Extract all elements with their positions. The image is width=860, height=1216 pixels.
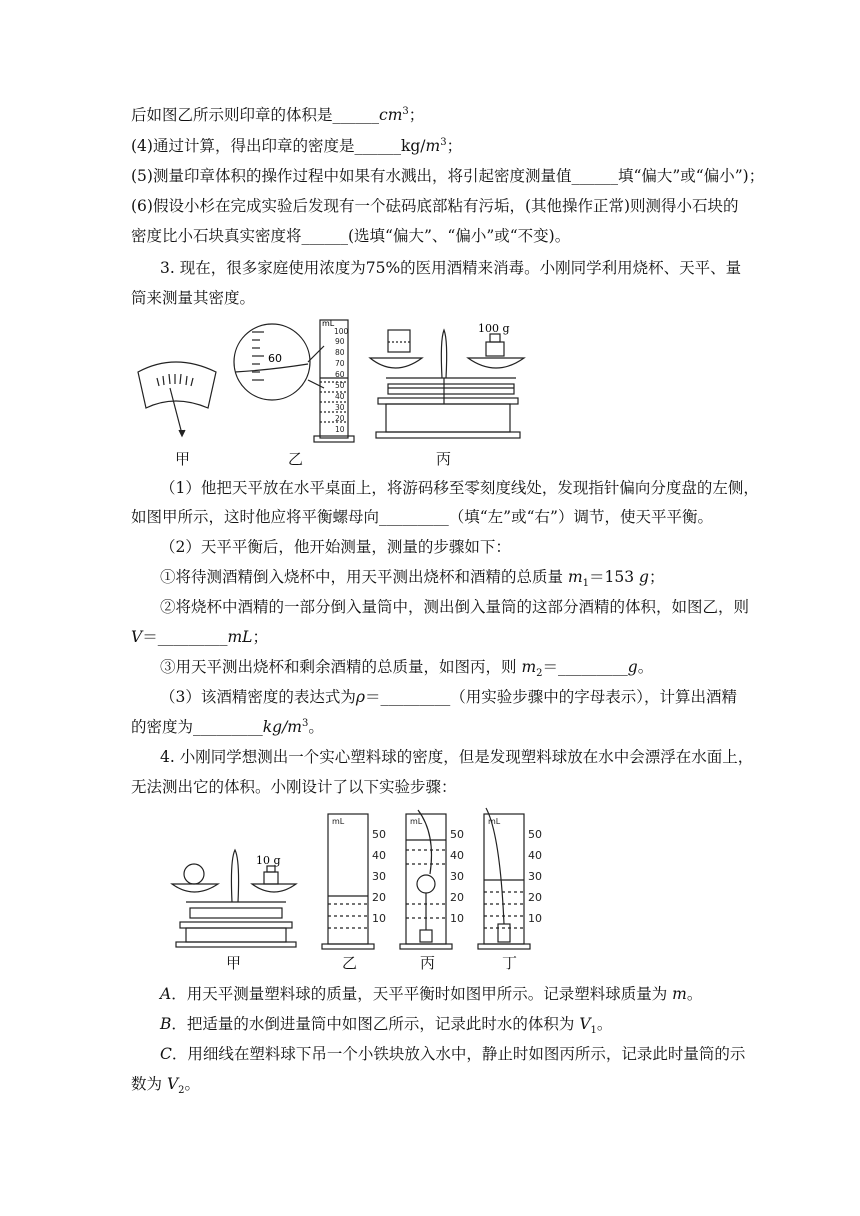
fig4-caption-jia: 甲 [226, 954, 242, 972]
tick-40: 40 [335, 392, 345, 401]
caption-bing: 丙 [436, 450, 452, 468]
prev-q-step-4: (4)通过计算，得出印章的密度是$\_\_\_\_\_\_kg/m^3$； [131, 136, 463, 155]
figure-4-drawing [160, 804, 560, 974]
q3-step1-line2: 如图甲所示，这时他应将平衡螺母向_________（填“左”或“右”）调节，使天平平衡。 [131, 508, 713, 526]
tick-yi-40: 40 [372, 849, 386, 862]
cylinder-ticks [334, 327, 349, 434]
tick-ding-50: 50 [528, 828, 542, 841]
tick-bing-20: 20 [450, 891, 464, 904]
tick-ding-20: 20 [528, 891, 542, 904]
q3-step3-line2: 的密度为$\_\_\_\_\_\_\_\_\_kg/m^3$。 [131, 717, 324, 736]
cylinder-unit: mL [322, 319, 335, 328]
caption-jia: 甲 [175, 450, 191, 468]
question-3-line2: 筒来测量其密度。 [131, 289, 256, 307]
tick-yi-50: 50 [372, 828, 386, 841]
tick-100: 100 [334, 327, 349, 336]
fig4-units [332, 817, 501, 826]
figure-3-drawing [130, 312, 550, 472]
q3-substep-2-line1: ②将烧杯中酒精的一部分倒入量筒中，测出倒入量筒的这部分酒精的体积，如图乙，则 [160, 598, 750, 616]
tick-10: 10 [335, 425, 345, 434]
q3-step3-line1: （3）该酒精密度的表达式为ρ＝_________（用实验步骤中的字母表示），计算出酒精 [160, 688, 738, 706]
tick-90: 90 [335, 337, 345, 346]
tick-yi-20: 20 [372, 891, 386, 904]
fig4-ticks-bing [450, 828, 464, 925]
weight-label: 100 g [478, 322, 510, 335]
fig4-caption-ding: 丁 [502, 954, 518, 972]
tick-80: 80 [335, 348, 345, 357]
tick-yi-30: 30 [372, 870, 386, 883]
figure-4 [160, 804, 560, 974]
cylinder-yi [322, 814, 374, 949]
prev-q-step-6-line2: 密度比小石块真实密度将______(选填“偏大”、“偏小”或“不变)。 [131, 227, 571, 245]
fig4-caption-yi: 乙 [342, 954, 358, 972]
weight-label-10g: 10 g [256, 854, 281, 867]
fig4-caption-bing: 丙 [420, 954, 436, 972]
q4-step-C-line2: 数为 $V_2$。 [131, 1075, 201, 1097]
unit-yi: mL [332, 817, 345, 826]
q4-step-C-line1: C．用细线在塑料球下吊一个小铁块放入水中，静止时如图丙所示，记录此时量筒的示 [160, 1045, 746, 1063]
q3-step1-line1: （1）他把天平放在水平桌面上，将游码移至零刻度线处，发现指针偏向分度盘的左侧， [160, 479, 759, 497]
fig4-ticks-ding [528, 828, 542, 925]
tick-bing-10: 10 [450, 912, 464, 925]
balance-diagram [370, 330, 524, 438]
tick-ding-30: 30 [528, 870, 542, 883]
q3-substep-2-line2: V＝_________mL； [131, 628, 268, 646]
pointer-dial-diagram [138, 362, 216, 436]
tick-bing-30: 30 [450, 870, 464, 883]
q4-step-A: A．用天平测量塑料球的质量，天平平衡时如图甲所示。记录塑料球质量为 m。 [160, 985, 703, 1003]
prev-q-step-6-line1: (6)假设小杉在完成实验后发现有一个砝码底部粘有污垢，(其他操作正常)则测得小石块的 [131, 197, 739, 215]
tick-yi-10: 10 [372, 912, 386, 925]
question-4-line1: 4. 小刚同学想测出一个实心塑料球的密度，但是发现塑料球放在水中会漂浮在水面上， [160, 748, 754, 766]
tick-60: 60 [335, 370, 345, 379]
tick-ding-40: 40 [528, 849, 542, 862]
unit-bing: mL [410, 817, 423, 826]
graduated-cylinder [314, 320, 354, 442]
cylinder-bing [400, 810, 452, 949]
figure-3 [130, 312, 550, 472]
tick-70: 70 [335, 359, 345, 368]
unit-ding: mL [488, 817, 501, 826]
tick-ding-10: 10 [528, 912, 542, 925]
cylinder-ding [478, 808, 530, 949]
prev-question-tail: 后如图乙所示则印章的体积是$\_\_\_\_\_\_cm^3$； [131, 105, 425, 124]
q3-substep-3: ③用天平测出烧杯和剩余酒精的总质量，如图丙，则 $m_2=\_\_\_\_\_\_\_\_\_g$。 [160, 658, 654, 680]
tick-20: 20 [335, 414, 345, 423]
tick-bing-40: 40 [450, 849, 464, 862]
tick-30: 30 [335, 403, 345, 412]
prev-q-step-5: (5)测量印章体积的操作过程中如果有水溅出，将引起密度测量值______填“偏大”或“偏小”)； [131, 167, 765, 185]
tick-50: 50 [335, 381, 345, 390]
fig4-ticks-yi [372, 828, 386, 925]
q4-step-B: B．把适量的水倒进量筒中如图乙所示，记录此时水的体积为 $V_1$。 [160, 1015, 613, 1037]
tick-bing-50: 50 [450, 828, 464, 841]
q3-substep-1: ①将待测酒精倒入烧杯中，用天平测出烧杯和酒精的总质量 $m_1=153$ g； [160, 568, 665, 590]
q3-step2: （2）天平平衡后，他开始测量，测量的步骤如下： [160, 538, 511, 556]
zoom-label: 60 [268, 352, 282, 365]
question-4-line2: 无法测出它的体积。小刚设计了以下实验步骤： [131, 778, 457, 796]
question-3-line1: 3. 现在，很多家庭使用浓度为75%的医用酒精来消毒。小刚同学利用烧杯、天平、量 [160, 259, 742, 277]
caption-yi: 乙 [288, 450, 304, 468]
